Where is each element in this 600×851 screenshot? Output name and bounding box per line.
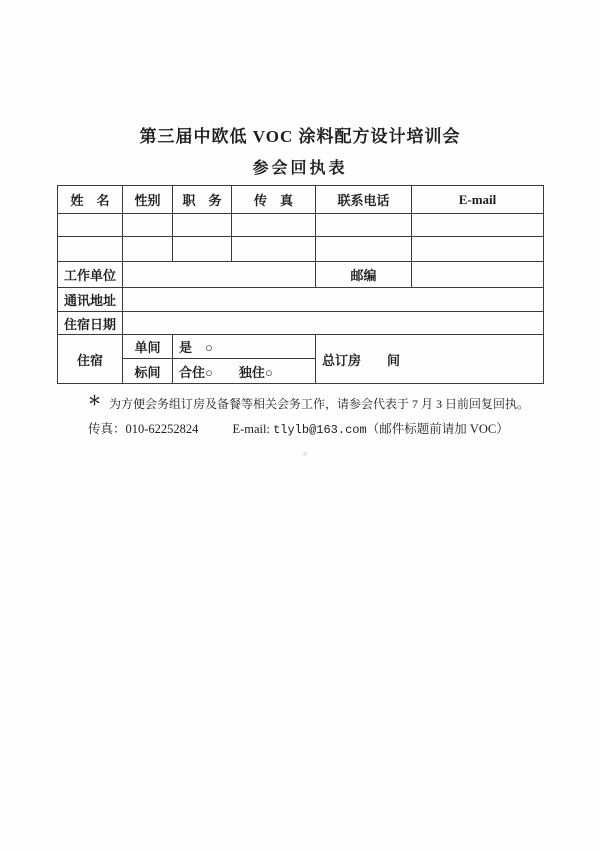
postal-code-entry-cell	[412, 262, 544, 288]
entry-cell-job-2	[173, 237, 232, 262]
scan-artifact	[303, 452, 307, 456]
header-cell-name: 姓 名	[58, 186, 123, 214]
header-cell-email: E-mail	[412, 186, 544, 214]
entry-cell-email-2	[412, 237, 544, 262]
header-cell-job-title: 职 务	[173, 186, 232, 214]
attendee-row-2	[58, 237, 544, 262]
email-address: tlylb@163.com	[273, 423, 367, 437]
standard-room-options: 合住○ 独住○	[173, 359, 316, 384]
form-title: 第三届中欧低 VOC 涂料配方设计培训会	[139, 127, 461, 146]
email-label: E-mail:	[232, 422, 274, 436]
accommodation-label: 住宿	[58, 335, 123, 384]
single-room-label: 单间	[123, 335, 173, 359]
standard-room-label: 标间	[123, 359, 173, 384]
asterisk-marker: ＊	[88, 393, 102, 408]
address-entry-cell	[123, 288, 544, 312]
work-unit-entry-cell	[123, 262, 316, 288]
entry-cell-email-1	[412, 214, 544, 237]
work-unit-row	[58, 262, 544, 288]
stay-dates-row	[58, 312, 544, 335]
footnote-text: 为方便会务组订房及备餐等相关会务工作，请参会代表于 7 月 3 日前回复回执。	[109, 397, 530, 411]
form-subtitle: 参会回执表	[252, 160, 348, 177]
entry-cell-gender-2	[123, 237, 173, 262]
stay-dates-label: 住宿日期	[58, 312, 123, 335]
accommodation-row-single	[58, 335, 544, 359]
entry-cell-name-1	[58, 214, 123, 237]
entry-cell-gender-1	[123, 214, 173, 237]
attendee-row-1	[58, 214, 544, 237]
header-cell-gender: 性别	[123, 186, 173, 214]
entry-cell-fax-1	[232, 214, 316, 237]
header-row	[58, 186, 544, 214]
single-room-option: 是 ○	[173, 335, 316, 359]
fax-group	[88, 422, 198, 436]
footnote	[88, 393, 548, 412]
postal-code-label: 邮编	[316, 262, 412, 288]
header-cell-phone: 联系电话	[316, 186, 412, 214]
fax-number: 010-62252824	[125, 422, 199, 436]
reply-form-table	[57, 185, 544, 384]
contact-line	[88, 419, 558, 437]
entry-cell-job-1	[173, 214, 232, 237]
entry-cell-name-2	[58, 237, 123, 262]
email-note: （邮件标题前请加 VOC）	[366, 422, 509, 436]
work-unit-label: 工作单位	[58, 262, 123, 288]
stay-dates-entry-cell	[123, 312, 544, 335]
address-label: 通讯地址	[58, 288, 123, 312]
header-cell-fax: 传 真	[232, 186, 316, 214]
fax-label: 传真：	[88, 422, 126, 436]
address-row	[58, 288, 544, 312]
entry-cell-fax-2	[232, 237, 316, 262]
total-rooms-cell: 总订房 间	[316, 335, 544, 384]
entry-cell-phone-2	[316, 237, 412, 262]
entry-cell-phone-1	[316, 214, 412, 237]
